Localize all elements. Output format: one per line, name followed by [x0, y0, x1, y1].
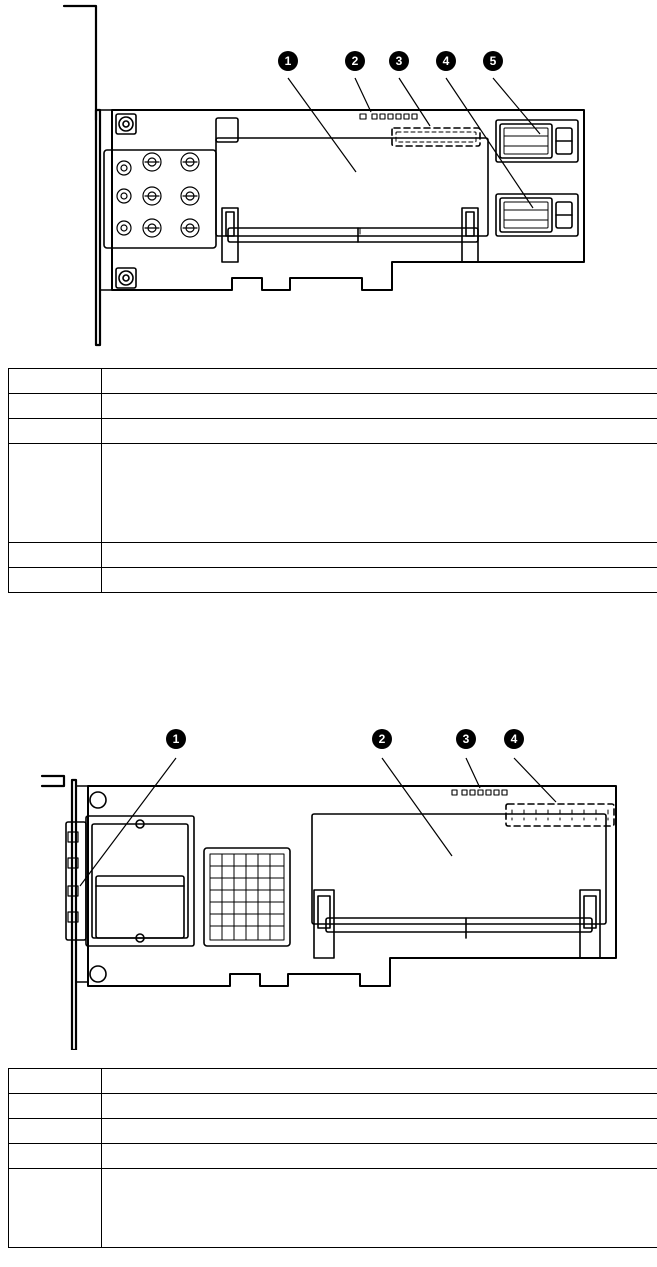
table-row	[9, 419, 657, 444]
legend-1-item-1-num	[9, 369, 102, 394]
table-row	[9, 394, 657, 419]
legend-2-item-4-num	[9, 1144, 102, 1169]
table-row	[9, 1169, 657, 1248]
legend-1-item-5-desc	[102, 543, 657, 568]
legend-2-item-5-num	[9, 1169, 102, 1248]
figure-1-callout-1: 1	[278, 51, 298, 71]
figure-2-callout-1: 1	[166, 729, 186, 749]
figure-1-callout-4: 4	[436, 51, 456, 71]
legend-1-item-4-num	[9, 444, 102, 543]
figure-2-callout-3: 3	[456, 729, 476, 749]
figure-1-legend-table	[8, 368, 657, 593]
figure-1-callout-5: 5	[483, 51, 503, 71]
figure-2-legend-table	[8, 1068, 657, 1248]
legend-2-item-4-desc	[102, 1144, 657, 1169]
legend-1-item-6-num	[9, 568, 102, 593]
table-row	[9, 1119, 657, 1144]
legend-1-item-4-desc	[102, 444, 657, 543]
figure-controller-card-top	[0, 0, 657, 350]
table-row	[9, 568, 657, 593]
figure-1-drawing	[0, 0, 657, 350]
legend-1-item-1-desc	[102, 369, 657, 394]
table-row	[9, 543, 657, 568]
table-row	[9, 1069, 657, 1094]
figure-1-callout-3: 3	[389, 51, 409, 71]
table-row	[9, 369, 657, 394]
legend-1-item-5-num	[9, 543, 102, 568]
legend-1-item-2-desc	[102, 394, 657, 419]
figure-controller-card-bottom	[0, 690, 657, 1050]
legend-2-item-1-num	[9, 1069, 102, 1094]
legend-1-item-3-num	[9, 419, 102, 444]
legend-2-item-3-num	[9, 1119, 102, 1144]
figure-2-callout-4: 4	[504, 729, 524, 749]
legend-2-item-2-num	[9, 1094, 102, 1119]
legend-1-item-6-desc	[102, 568, 657, 593]
legend-1-item-3-desc	[102, 419, 657, 444]
table-row	[9, 1144, 657, 1169]
figure-2-callout-2: 2	[372, 729, 392, 749]
legend-2-item-5-desc	[102, 1169, 657, 1248]
figure-2-drawing	[0, 690, 657, 1050]
figure-1-callout-2: 2	[345, 51, 365, 71]
table-row	[9, 1094, 657, 1119]
legend-1-item-2-num	[9, 394, 102, 419]
legend-2-item-3-desc	[102, 1119, 657, 1144]
table-row	[9, 444, 657, 543]
legend-2-item-1-desc	[102, 1069, 657, 1094]
legend-2-item-2-desc	[102, 1094, 657, 1119]
